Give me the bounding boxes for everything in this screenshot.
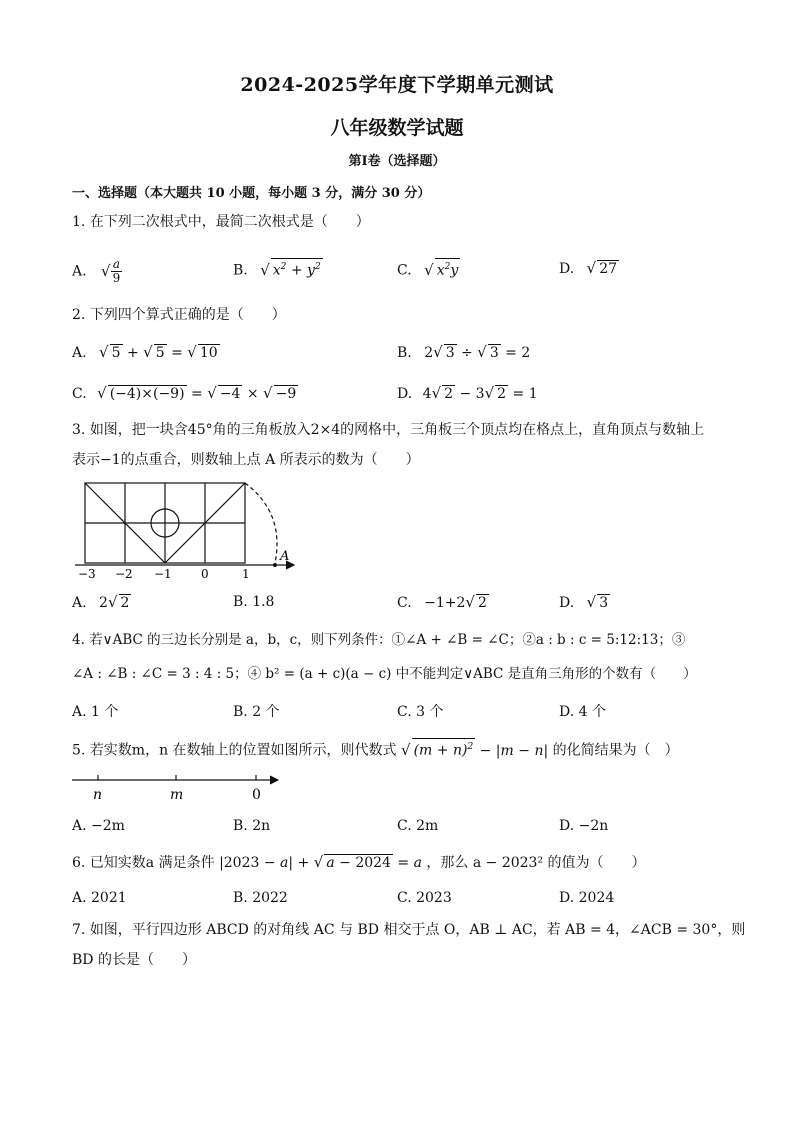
q4-option-d: D. 4 个 — [559, 704, 606, 720]
exam-title: 2024-2025学年度下学期单元测试 — [240, 74, 554, 96]
n-label: n — [93, 787, 103, 803]
q6-option-a: A. 2021 — [72, 890, 127, 906]
question-2: 2. 下列四个算式正确的是（ ） — [72, 307, 286, 323]
q1-option-a: A. √ $\frac{a}{9}$ — [72, 257, 121, 285]
question-text: 在下列二次根式中，最简二次根式是（ ） — [89, 214, 370, 230]
point-a-label: A — [280, 549, 290, 564]
axis-label-0: 0 — [201, 567, 209, 581]
q4-option-b: B. 2 个 — [233, 704, 280, 720]
q3-option-b: B. 1.8 — [233, 594, 275, 610]
question-4-line2: ∠A : ∠B : ∠C = 3 : 4 : 5；④ b² = (a + c)(a − c) 中不能判定∨ABC 是直角三角形的个数有（ ） — [72, 666, 697, 682]
question-4: 4. 若∨ABC 的三边长分别是 a，b，c，则下列条件：①∠A + ∠B = ∠C；②a : b : c = 5:12:13；③ — [72, 632, 686, 648]
q2-option-a: A. √ 5 + √ 5 = √ 10 — [72, 343, 218, 361]
q6-condition: |2023 − a| + √ a − 2024 = a — [219, 853, 422, 871]
question-number: 1. — [72, 214, 86, 230]
q3-option-a: A. 2√ 2 — [72, 593, 130, 611]
q2-option-d: D. 4√ 2 − 3√ 2 = 1 — [397, 384, 538, 402]
q2-option-b: B. 2√ 3 ÷ √ 3 = 2 — [397, 343, 531, 361]
axis-label-minus3: −3 — [78, 567, 96, 581]
question-6: 6. 已知实数a 满足条件 |2023 − a| + √ a − 2024 = a ，那么 a − 2023² 的值为（ ） — [72, 853, 646, 871]
q6-option-b: B. 2022 — [233, 890, 288, 906]
question-7: 7. 如图，平行四边形 ABCD 的对角线 AC 与 BD 相交于点 O，AB ⊥ AC，若 AB = 4，∠ACB = 30°，则 — [72, 922, 746, 938]
q5-option-a: A. −2m — [72, 818, 125, 834]
q6-option-c: C. 2023 — [397, 890, 452, 906]
q5-number-line — [70, 770, 285, 806]
q5-option-d: D. −2n — [559, 818, 609, 834]
q5-option-c: C. 2m — [397, 818, 439, 834]
question-5: 5. 若实数m，n 在数轴上的位置如图所示，则代数式 √ $(m + n)^2 - |m - n|$ 的化简结果为（ ） — [72, 738, 679, 761]
q3-grid-figure — [70, 478, 305, 583]
axis-label-minus2: −2 — [115, 567, 133, 581]
volume-label: 第Ⅰ卷（选择题） — [348, 154, 446, 169]
q1-option-b: B. √ $x^2 + y^2$ — [233, 258, 323, 281]
q6-option-d: D. 2024 — [559, 890, 615, 906]
q3-option-d: D. √ 3 — [559, 593, 609, 611]
exam-subtitle: 八年级数学试题 — [330, 117, 464, 139]
q4-option-a: A. 1 个 — [72, 704, 119, 720]
q1-option-c: C. √ $x^2y$ — [397, 258, 460, 281]
question-7-line2: BD 的长是（ ） — [72, 952, 196, 968]
q1-option-d: D. √ 27 — [559, 259, 618, 277]
question-1 — [72, 212, 370, 232]
m-label: m — [170, 787, 184, 803]
section-heading: 一、选择题（本大题共 10 小题，每小题 3 分，满分 30 分） — [72, 186, 431, 201]
axis-label-minus1: −1 — [154, 567, 172, 581]
question-3: 3. 如图，把一块含45°角的三角板放入2×4的网格中，三角板三个顶点均在格点上，直角顶点与数轴上 — [72, 422, 705, 438]
q2-option-c: C. √ (−4)×(−9) = √ −4 × √ −9 — [72, 384, 297, 402]
q5-option-b: B. 2n — [233, 818, 271, 834]
q3-option-c: C. −1+2√ 2 — [397, 593, 487, 611]
question-3-line2: 表示−1的点重合，则数轴上点 A 所表示的数为（ ） — [72, 452, 420, 468]
q5-expression: √ $(m + n)^2 - |m - n|$ — [401, 743, 548, 759]
zero-label: 0 — [252, 787, 261, 803]
axis-label-1: 1 — [242, 567, 250, 581]
q4-option-c: C. 3 个 — [397, 704, 444, 720]
